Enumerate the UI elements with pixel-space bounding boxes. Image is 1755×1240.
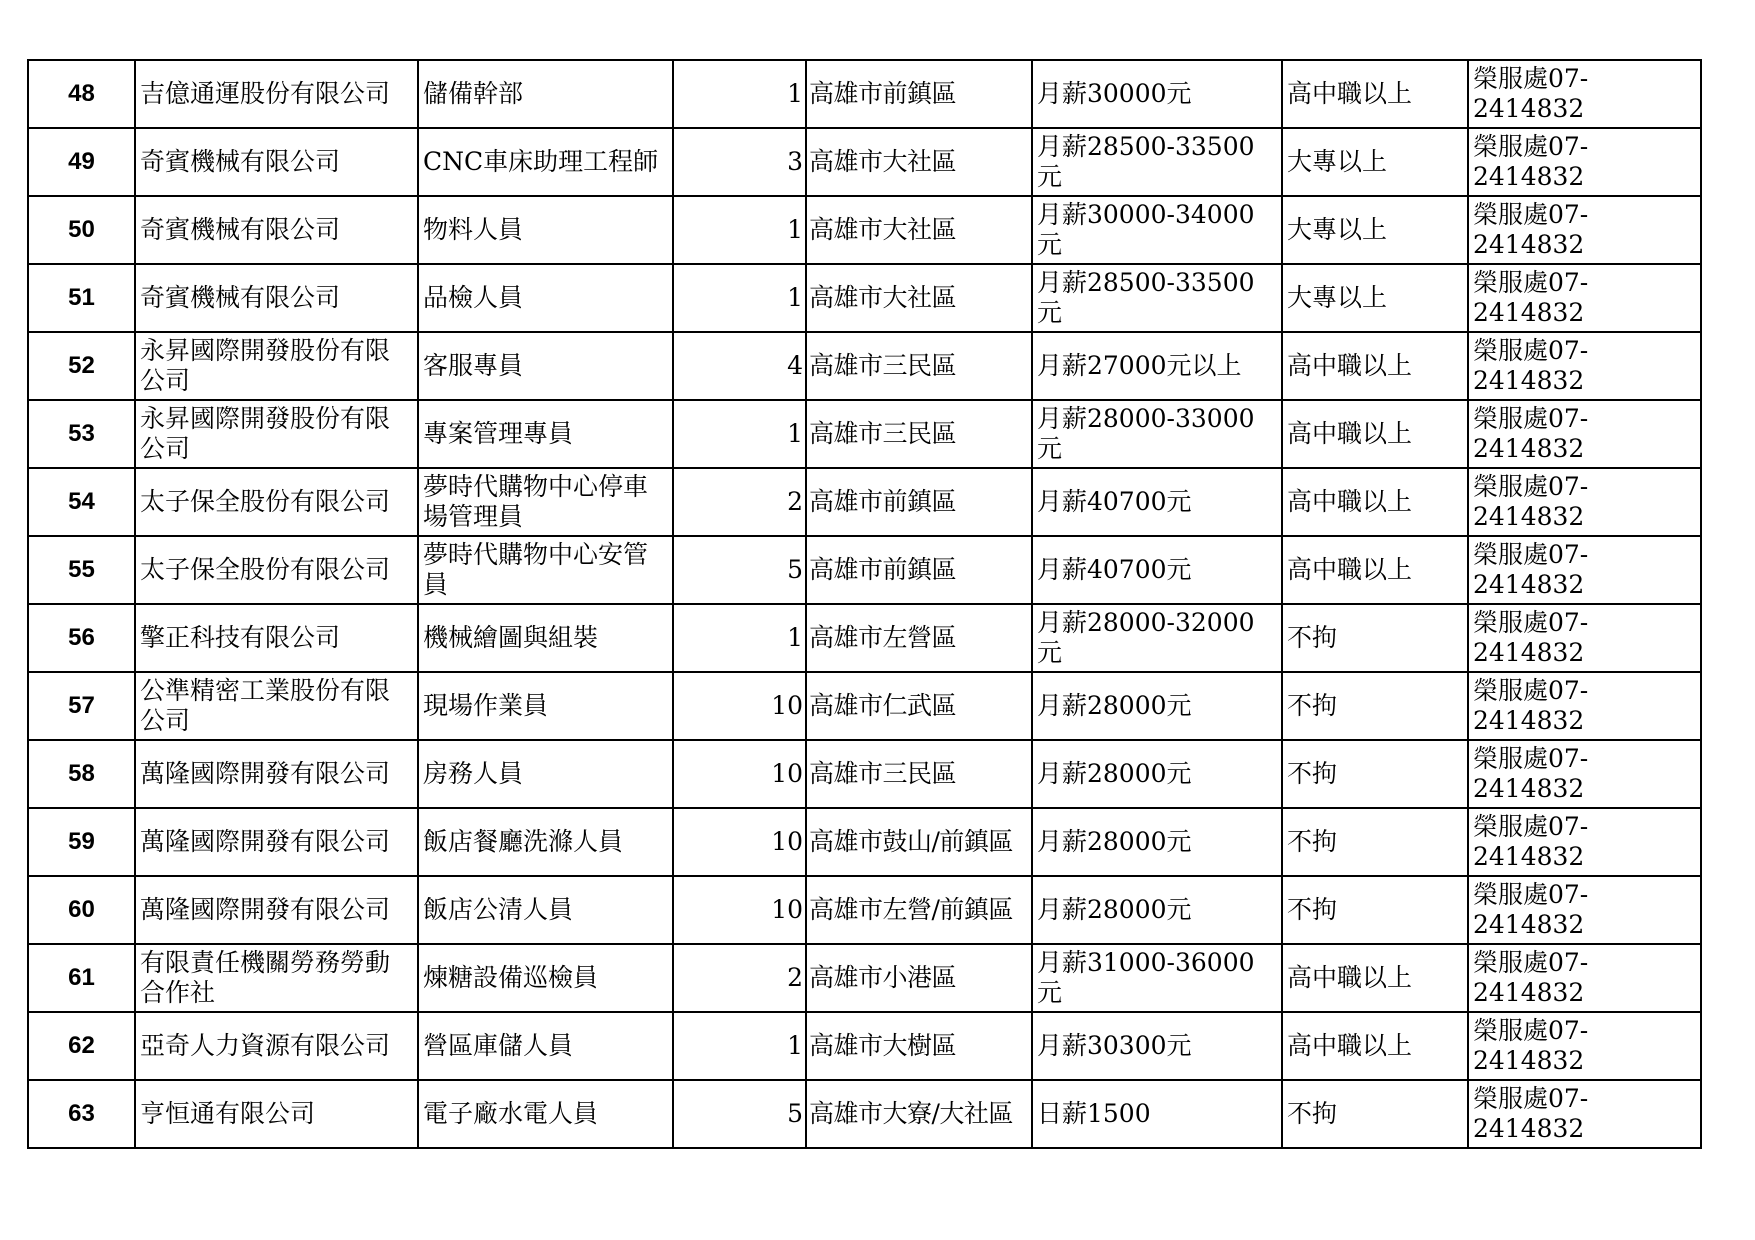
work-location: 高雄市前鎮區 [806,468,1032,536]
work-location: 高雄市左營區 [806,604,1032,672]
row-number: 54 [28,468,135,536]
salary: 月薪28000元 [1032,876,1282,944]
job-title: 儲備幹部 [418,60,673,128]
row-number: 60 [28,876,135,944]
education-requirement: 不拘 [1282,808,1468,876]
salary: 月薪28000-33000元 [1032,400,1282,468]
company-name: 亞奇人力資源有限公司 [135,1012,418,1080]
company-name: 永昇國際開發股份有限公司 [135,400,418,468]
salary: 日薪1500 [1032,1080,1282,1148]
company-name: 擎正科技有限公司 [135,604,418,672]
company-name: 太子保全股份有限公司 [135,468,418,536]
table-row [28,808,1701,876]
salary: 月薪27000元以上 [1032,332,1282,400]
job-title: 飯店餐廳洗滌人員 [418,808,673,876]
job-title: 機械繪圖與組裝 [418,604,673,672]
table-row [28,264,1701,332]
row-number: 52 [28,332,135,400]
table-row [28,740,1701,808]
table-row [28,332,1701,400]
salary: 月薪30300元 [1032,1012,1282,1080]
row-number: 57 [28,672,135,740]
work-location: 高雄市三民區 [806,740,1032,808]
education-requirement: 不拘 [1282,1080,1468,1148]
education-requirement: 大專以上 [1282,128,1468,196]
job-title: 電子廠水電人員 [418,1080,673,1148]
table-row [28,1080,1701,1148]
work-location: 高雄市大社區 [806,264,1032,332]
opening-count: 10 [673,876,806,944]
salary: 月薪28000元 [1032,740,1282,808]
opening-count: 4 [673,332,806,400]
table-row [28,672,1701,740]
company-name: 奇賓機械有限公司 [135,264,418,332]
table-row [28,536,1701,604]
work-location: 高雄市大寮/大社區 [806,1080,1032,1148]
job-title: 品檢人員 [418,264,673,332]
work-location: 高雄市大樹區 [806,1012,1032,1080]
education-requirement: 不拘 [1282,604,1468,672]
row-number: 61 [28,944,135,1012]
salary: 月薪28000元 [1032,808,1282,876]
row-number: 53 [28,400,135,468]
row-number: 51 [28,264,135,332]
job-title: 專案管理專員 [418,400,673,468]
salary: 月薪28500-33500元 [1032,264,1282,332]
contact-info: 榮服處07-2414832 [1468,808,1701,876]
contact-info: 榮服處07-2414832 [1468,400,1701,468]
company-name: 亨恒通有限公司 [135,1080,418,1148]
opening-count: 1 [673,604,806,672]
work-location: 高雄市鼓山/前鎮區 [806,808,1032,876]
contact-info: 榮服處07-2414832 [1468,468,1701,536]
opening-count: 5 [673,536,806,604]
education-requirement: 不拘 [1282,740,1468,808]
contact-info: 榮服處07-2414832 [1468,196,1701,264]
education-requirement: 大專以上 [1282,264,1468,332]
job-title: 現場作業員 [418,672,673,740]
contact-info: 榮服處07-2414832 [1468,332,1701,400]
opening-count: 2 [673,944,806,1012]
salary: 月薪31000-36000元 [1032,944,1282,1012]
opening-count: 10 [673,672,806,740]
company-name: 有限責任機關勞務勞動合作社 [135,944,418,1012]
contact-info: 榮服處07-2414832 [1468,944,1701,1012]
contact-info: 榮服處07-2414832 [1468,672,1701,740]
row-number: 56 [28,604,135,672]
contact-info: 榮服處07-2414832 [1468,604,1701,672]
salary: 月薪40700元 [1032,468,1282,536]
work-location: 高雄市大社區 [806,196,1032,264]
contact-info: 榮服處07-2414832 [1468,740,1701,808]
company-name: 奇賓機械有限公司 [135,196,418,264]
job-title: 煉糖設備巡檢員 [418,944,673,1012]
contact-info: 榮服處07-2414832 [1468,536,1701,604]
job-title: 夢時代購物中心安管員 [418,536,673,604]
education-requirement: 不拘 [1282,876,1468,944]
education-requirement: 高中職以上 [1282,468,1468,536]
education-requirement: 高中職以上 [1282,400,1468,468]
contact-info: 榮服處07-2414832 [1468,1080,1701,1148]
contact-info: 榮服處07-2414832 [1468,876,1701,944]
job-title: CNC車床助理工程師 [418,128,673,196]
job-title: 客服專員 [418,332,673,400]
salary: 月薪30000-34000元 [1032,196,1282,264]
opening-count: 10 [673,808,806,876]
job-title: 物料人員 [418,196,673,264]
salary: 月薪28000-32000元 [1032,604,1282,672]
company-name: 太子保全股份有限公司 [135,536,418,604]
contact-info: 榮服處07-2414832 [1468,60,1701,128]
work-location: 高雄市前鎮區 [806,60,1032,128]
job-title: 夢時代購物中心停車場管理員 [418,468,673,536]
work-location: 高雄市左營/前鎮區 [806,876,1032,944]
table-row [28,128,1701,196]
opening-count: 1 [673,264,806,332]
work-location: 高雄市仁武區 [806,672,1032,740]
company-name: 萬隆國際開發有限公司 [135,808,418,876]
row-number: 63 [28,1080,135,1148]
education-requirement: 高中職以上 [1282,60,1468,128]
table-row [28,468,1701,536]
work-location: 高雄市三民區 [806,332,1032,400]
opening-count: 10 [673,740,806,808]
work-location: 高雄市前鎮區 [806,536,1032,604]
row-number: 50 [28,196,135,264]
company-name: 永昇國際開發股份有限公司 [135,332,418,400]
opening-count: 2 [673,468,806,536]
salary: 月薪28000元 [1032,672,1282,740]
job-listing-table [27,59,1702,1149]
table-row [28,876,1701,944]
company-name: 萬隆國際開發有限公司 [135,740,418,808]
table-row [28,400,1701,468]
company-name: 公準精密工業股份有限公司 [135,672,418,740]
company-name: 吉億通運股份有限公司 [135,60,418,128]
row-number: 58 [28,740,135,808]
job-title: 房務人員 [418,740,673,808]
opening-count: 3 [673,128,806,196]
education-requirement: 不拘 [1282,672,1468,740]
table-row [28,1012,1701,1080]
opening-count: 1 [673,60,806,128]
education-requirement: 高中職以上 [1282,332,1468,400]
table-row [28,604,1701,672]
company-name: 萬隆國際開發有限公司 [135,876,418,944]
education-requirement: 大專以上 [1282,196,1468,264]
job-title: 飯店公清人員 [418,876,673,944]
job-rows [28,60,1701,1148]
education-requirement: 高中職以上 [1282,1012,1468,1080]
opening-count: 1 [673,196,806,264]
row-number: 59 [28,808,135,876]
salary: 月薪30000元 [1032,60,1282,128]
education-requirement: 高中職以上 [1282,944,1468,1012]
row-number: 55 [28,536,135,604]
education-requirement: 高中職以上 [1282,536,1468,604]
table-row [28,196,1701,264]
work-location: 高雄市三民區 [806,400,1032,468]
salary: 月薪40700元 [1032,536,1282,604]
work-location: 高雄市大社區 [806,128,1032,196]
contact-info: 榮服處07-2414832 [1468,128,1701,196]
contact-info: 榮服處07-2414832 [1468,264,1701,332]
row-number: 49 [28,128,135,196]
salary: 月薪28500-33500元 [1032,128,1282,196]
job-title: 營區庫儲人員 [418,1012,673,1080]
opening-count: 1 [673,1012,806,1080]
row-number: 48 [28,60,135,128]
opening-count: 1 [673,400,806,468]
company-name: 奇賓機械有限公司 [135,128,418,196]
table-row [28,60,1701,128]
opening-count: 5 [673,1080,806,1148]
table-row [28,944,1701,1012]
work-location: 高雄市小港區 [806,944,1032,1012]
contact-info: 榮服處07-2414832 [1468,1012,1701,1080]
row-number: 62 [28,1012,135,1080]
